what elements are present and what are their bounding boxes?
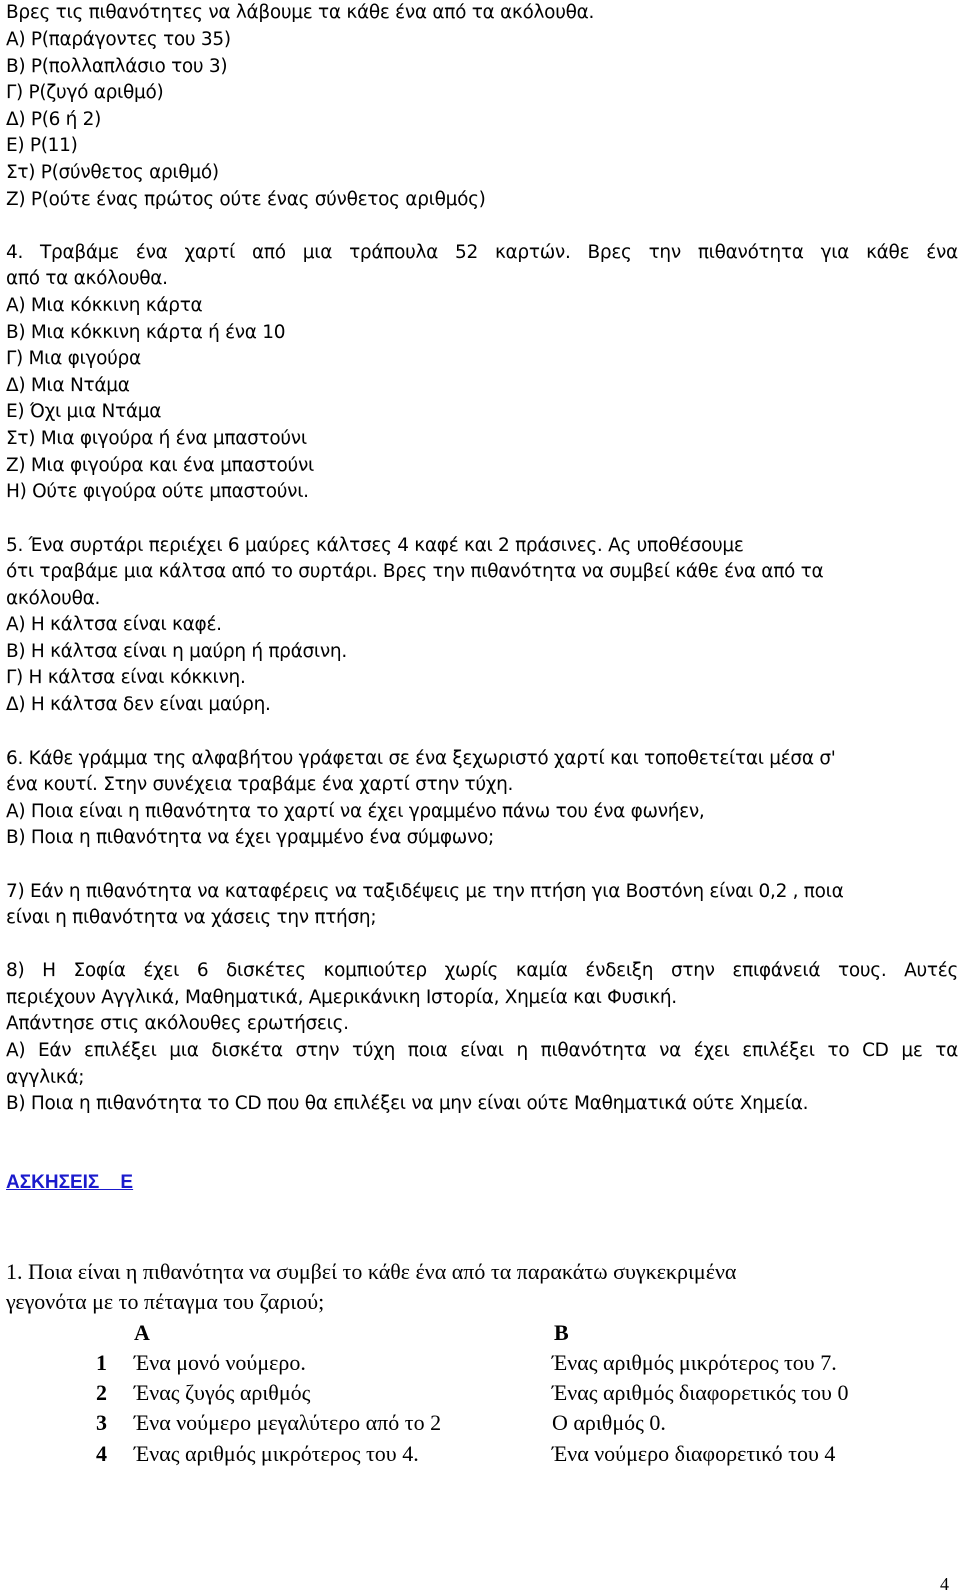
list-item: Ε) Όχι μια Ντάμα (6, 401, 162, 422)
list-item: Β) Ρ(πολλαπλάσιο του 3) (6, 56, 228, 77)
table-cell-b: Ένας αριθμός διαφορετικός του 0 (552, 1380, 849, 1405)
q8-line2: περιέχουν Αγγλικά, Μαθηματικά, Αμερικάνικη Ιστορία, Χημεία και Φυσική. (6, 987, 677, 1008)
table-cell-b: Ένας αριθμός μικρότερος του 7. (552, 1350, 837, 1375)
table-cell-a: Ένα νούμερο μεγαλύτερο από το 2 (134, 1410, 442, 1435)
list-item: Γ) Μια φιγούρα (6, 348, 141, 369)
q6-line2: ένα κουτί. Στην συνέχεια τραβάμε ένα χαρτί στην τύχη. (6, 774, 514, 795)
e-q1-line1: 1. Ποια είναι η πιθανότητα να συμβεί το κάθε ένα από τα παρακάτω συγκεκριμένα (6, 1259, 737, 1284)
q5-line2: ότι τραβάμε μια κάλτσα από το συρτάρι. Βρες την πιθανότητα να συμβεί κάθε ένα από τα (6, 561, 824, 582)
q7-line2: είναι η πιθανότητα να χάσεις την πτήση; (6, 907, 377, 928)
list-item: Α) Μια κόκκινη κάρτα (6, 295, 203, 316)
row-number: 2 (96, 1380, 107, 1405)
table-cell-a: Ένας ζυγός αριθμός (134, 1380, 311, 1405)
list-item: Ε) Ρ(11) (6, 135, 78, 156)
list-item: Β) Ποια η πιθανότητα να έχει γραμμένο ένα σύμφωνο; (6, 827, 494, 848)
list-item: Γ) Ρ(ζυγό αριθμό) (6, 82, 164, 103)
list-item: Α) Η κάλτσα είναι καφέ. (6, 614, 222, 635)
q5-line3: ακόλουθα. (6, 588, 101, 609)
q5-line1: 5. Ένα συρτάρι περιέχει 6 μαύρες κάλτσες 4 καφέ και 2 πράσινες. Ας υποθέσουμε (6, 535, 744, 556)
page-number: 4 (940, 1574, 949, 1594)
e-q1-line2: γεγονότα με το πέταγμα του ζαριού; (6, 1289, 325, 1314)
list-item: Γ) Η κάλτσα είναι κόκκινη. (6, 667, 246, 688)
q8-line3: Απάντησε στις ακόλουθες ερωτήσεις. (6, 1013, 349, 1034)
q8-item-a-line1: Α) Εάν επιλέξει μια δισκέτα στην τύχη ποια είναι η πιθανότητα να έχει επιλέξει το CD με τα (6, 1040, 958, 1061)
intro-line: Βρες τις πιθανότητες να λάβουμε τα κάθε ένα από τα ακόλουθα. (6, 2, 595, 23)
list-item: Η) Ούτε φιγούρα ούτε μπαστούνι. (6, 481, 309, 502)
q6-line1: 6. Κάθε γράμμα της αλφαβήτου γράφεται σε ένα ξεχωριστό χαρτί και τοποθετείται μέσα σ' (6, 748, 836, 769)
list-item: Δ) Ρ(6 ή 2) (6, 109, 102, 130)
column-header-b: Β (554, 1320, 569, 1345)
table-cell-b: Ένα νούμερο διαφορετικό του 4 (552, 1441, 836, 1466)
section-heading[interactable]: ΑΣΚΗΣΕΙΣ Ε (6, 1172, 134, 1193)
list-item: Στ) Μια φιγούρα ή ένα μπαστούνι (6, 428, 307, 449)
row-number: 3 (96, 1410, 107, 1435)
list-item: Δ) Η κάλτσα δεν είναι μαύρη. (6, 694, 271, 715)
row-number: 4 (96, 1441, 107, 1466)
row-number: 1 (96, 1350, 107, 1375)
list-item: Στ) Ρ(σύνθετος αριθμό) (6, 162, 219, 183)
column-header-a: Α (134, 1320, 150, 1345)
q8-item-b: Β) Ποια η πιθανότητα το CD που θα επιλέξει να μην είναι ούτε Μαθηματικά ούτε Χημεία. (6, 1093, 809, 1114)
list-item: Α) Ποια είναι η πιθανότητα το χαρτί να έχει γραμμένο πάνω του ένα φωνήεν, (6, 801, 705, 822)
table-cell-a: Ένα μονό νούμερο. (134, 1350, 306, 1375)
list-item: Ζ) Μια φιγούρα και ένα μπαστούνι (6, 455, 314, 476)
list-item: Ζ) Ρ(ούτε ένας πρώτος ούτε ένας σύνθετος αριθμός) (6, 189, 486, 210)
list-item: Δ) Μια Ντάμα (6, 375, 130, 396)
list-item: Β) Μια κόκκινη κάρτα ή ένα 10 (6, 322, 286, 343)
q8-line1: 8) Η Σοφία έχει 6 δισκέτες κομπιούτερ χωρίς καμία ένδειξη στην επιφάνειά τους. Αυτές (6, 960, 958, 981)
q7-line1: 7) Εάν η πιθανότητα να καταφέρεις να ταξιδέψεις με την πτήση για Βοστόνη είναι 0,2 , ποια (6, 881, 844, 902)
q8-item-a-line2: αγγλικά; (6, 1067, 85, 1088)
table-cell-a: Ένας αριθμός μικρότερος του 4. (134, 1441, 419, 1466)
list-item: Α) Ρ(παράγοντες του 35) (6, 29, 231, 50)
table-cell-b: Ο αριθμός 0. (552, 1410, 666, 1435)
q4-line2: από τα ακόλουθα. (6, 268, 168, 289)
list-item: Β) Η κάλτσα είναι η μαύρη ή πράσινη. (6, 641, 347, 662)
q4-line1: 4. Τραβάμε ένα χαρτί από μια τράπουλα 52 καρτών. Βρες την πιθανότητα για κάθε ένα (6, 242, 958, 263)
